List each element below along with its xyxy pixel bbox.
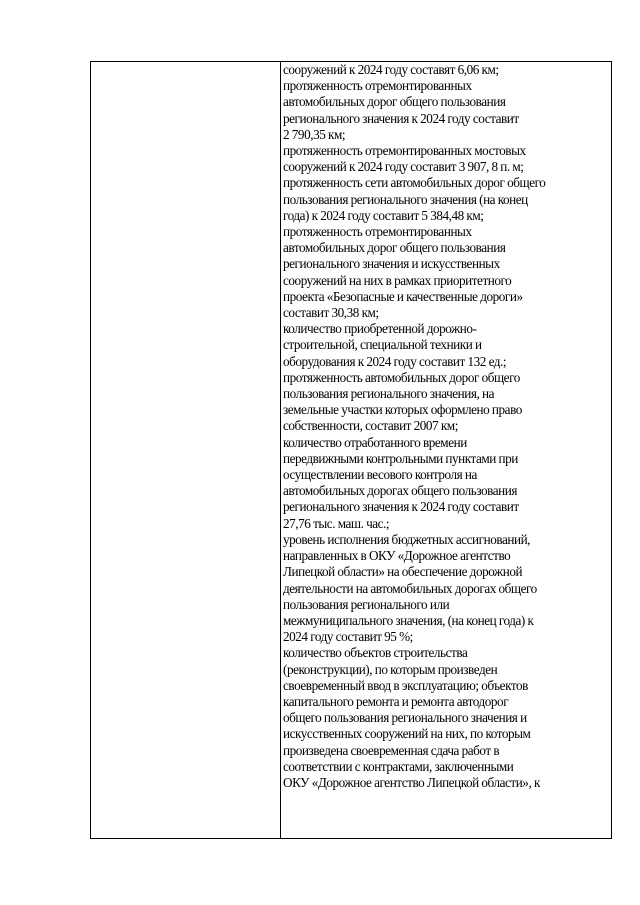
text-line: 2 790,35 км; xyxy=(283,126,346,142)
text-line: 2024 году составит 95 %; xyxy=(283,629,413,645)
text-line: регионального значения и искусственных xyxy=(283,256,500,272)
text-line: искусственных сооружений на них, по которым xyxy=(283,726,531,742)
table-cell-left xyxy=(91,62,281,839)
text-line: ОКУ «Дорожное агентство Липецкой области», к xyxy=(283,774,540,790)
text-line: своевременный ввод в эксплуатацию; объектов xyxy=(283,677,528,693)
text-line: произведена своевременная сдача работ в xyxy=(283,742,500,758)
text-line: протяженность отремонтированных xyxy=(283,224,472,240)
text-line: протяженность отремонтированных мостовых xyxy=(283,143,526,159)
table-cell-right xyxy=(281,62,612,839)
text-line: автомобильных дорог общего пользования xyxy=(283,94,506,110)
text-line: регионального значения к 2024 году составит xyxy=(283,499,519,515)
right-cell-text xyxy=(281,62,611,791)
text-line: направленных в ОКУ «Дорожное агентство xyxy=(283,548,511,564)
text-line: Липецкой области» на обеспечение дорожной xyxy=(283,564,523,580)
text-line: уровень исполнения бюджетных ассигнований, xyxy=(283,531,531,547)
text-line: количество отработанного времени xyxy=(283,434,467,450)
text-line: количество объектов строительства xyxy=(283,645,468,661)
text-line: 27,76 тыс. маш. час.; xyxy=(283,515,390,531)
text-line: сооружений к 2024 году составит 3 907, 8 п. м; xyxy=(283,159,524,175)
text-line: (реконструкции), по которым произведен xyxy=(283,661,498,677)
text-line: сооружений на них в рамках приоритетного xyxy=(283,272,512,288)
text-line: пользования регионального или xyxy=(283,596,450,612)
document-table xyxy=(90,61,612,839)
text-line: протяженность отремонтированных xyxy=(283,78,472,94)
text-line: пользования регионального значения, на xyxy=(283,386,494,402)
text-line: года) к 2024 году составит 5 384,48 км; xyxy=(283,207,484,223)
text-line: оборудования к 2024 году составит 132 ед.; xyxy=(283,353,507,369)
text-line: передвижными контрольными пунктами при xyxy=(283,450,518,466)
text-line: осуществлении весового контроля на xyxy=(283,467,477,483)
text-line: протяженность сети автомобильных дорог общего xyxy=(283,175,546,191)
text-line: соответствии с контрактами, заключенными xyxy=(283,758,514,774)
text-line: количество приобретенной дорожно- xyxy=(283,321,477,337)
text-line: регионального значения к 2024 году составит xyxy=(283,110,519,126)
text-line: составит 30,38 км; xyxy=(283,305,379,321)
text-line: проекта «Безопасные и качественные дороги» xyxy=(283,288,523,304)
text-line: собственности, составит 2007 км; xyxy=(283,418,458,434)
text-line: деятельности на автомобильных дорогах общего xyxy=(283,580,537,596)
text-line: межмуниципального значения, (на конец года) к xyxy=(283,612,534,628)
text-line: земельные участки которых оформлено право xyxy=(283,402,522,418)
text-line: пользования регионального значения (на конец xyxy=(283,191,528,207)
text-line: автомобильных дорог общего пользования xyxy=(283,240,506,256)
text-line: автомобильных дорогах общего пользования xyxy=(283,483,518,499)
text-line: сооружений к 2024 году составят 6,06 км; xyxy=(283,62,499,77)
text-line: общего пользования регионального значения и xyxy=(283,710,527,726)
text-line: строительной, специальной техники и xyxy=(283,337,482,353)
table-row xyxy=(91,62,612,839)
text-line: капитального ремонта и ремонта автодорог xyxy=(283,693,509,709)
text-line: протяженность автомобильных дорог общего xyxy=(283,369,520,385)
